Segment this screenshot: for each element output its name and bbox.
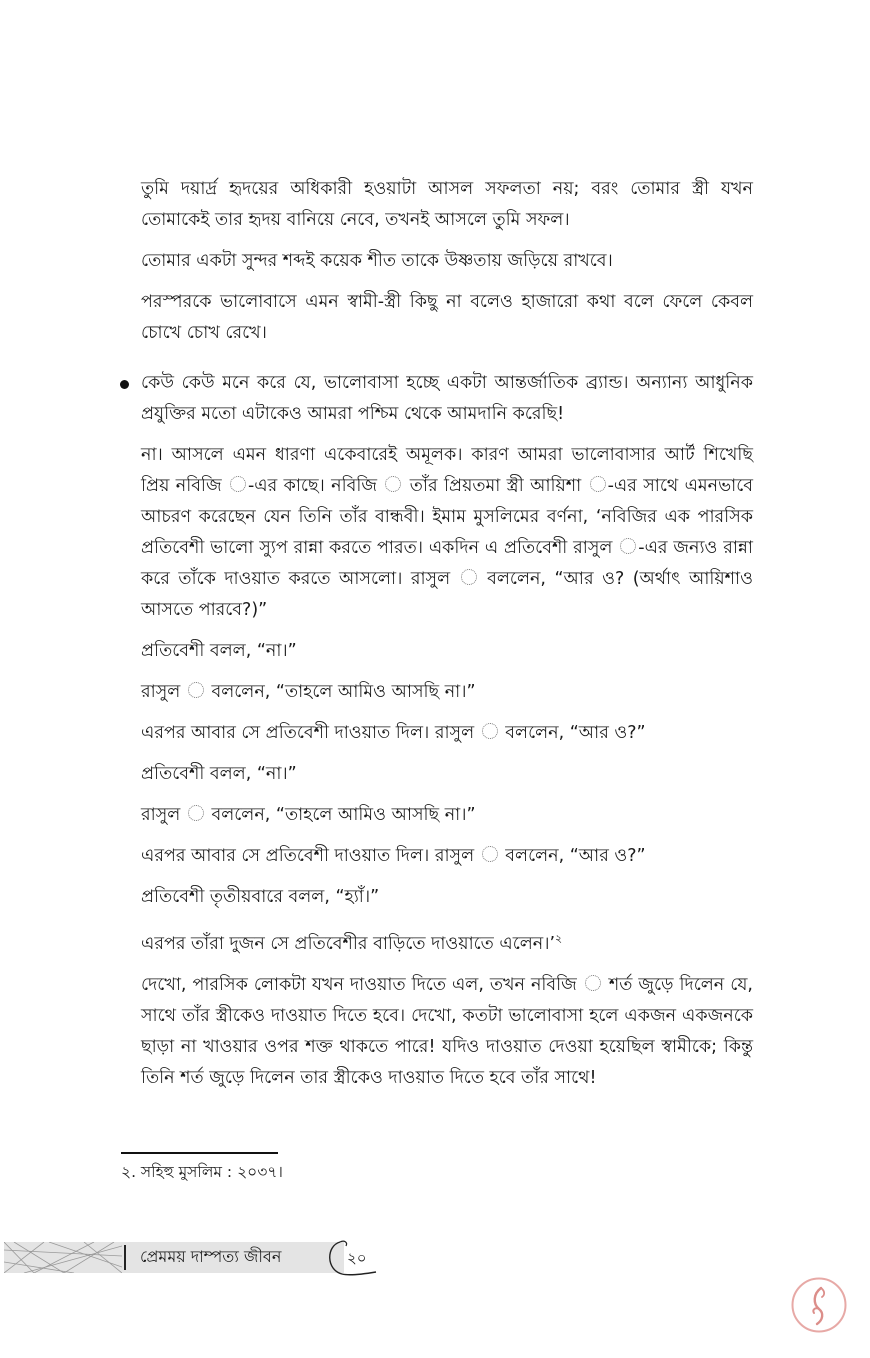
dialogue-line [141,718,753,749]
paragraph-answer [141,440,753,626]
dialogue-text: রাসুল [141,805,181,825]
dialogue-text: এরপর আবার সে প্রতিবেশী দাওয়াত দিল। রাসুল [141,846,475,866]
conclusion-text-a: দেখো, পারসিক লোকটা যখন দাওয়াত দিতে এল, তখন নবিজি [141,974,577,995]
footnote-reference[interactable]: ২ [555,932,563,945]
footer-separator [124,1245,126,1270]
paragraph-intro-3: পরস্পরকে ভালোবাসে এমন স্বামী-স্ত্রী কিছু না বলেও হাজারো কথা বলে ফেলে কেবল চোখে চোখ রেখে। [141,292,753,343]
dialogue-line [141,800,753,831]
footnote: ২. সহিহু মুসলিম : ২০৩৭। [121,1163,283,1181]
dialogue-line: প্রতিবেশী বলল, “না।” [141,641,297,661]
salawat-icon [188,682,204,698]
radiyallahu-icon [590,476,606,492]
dialogue-line: প্রতিবেশী বলল, “না।” [141,764,297,784]
dialogue-text: রাসুল [141,682,181,702]
paragraph-intro-2: তোমার একটা সুন্দর শব্দই কয়েক শীত তাকে উষ্ণতায় জড়িয়ে রাখবে। [141,251,613,271]
publisher-logo-icon [790,1276,848,1334]
bullet-point [120,380,129,389]
dialogue-line [141,677,753,708]
book-title: প্রেমময় দাম্পত্য জীবন [140,1247,282,1266]
dialogue-text: বললেন, “আর ও?” [505,846,646,866]
answer-text-a: না। আসলে এমন ধারণা একেবারেই অমূলক। কারণ আমরা ভালোবাসার আর্ট শিখেছি প্রিয় নবিজি [141,445,753,496]
bullet-item [141,368,753,430]
salawat-icon [385,476,401,492]
salawat-icon [461,569,477,585]
page-number: ২০ [347,1249,367,1267]
answer-text-b: -এর কাছে। নবিজি [247,476,378,496]
paragraph-intro-1: তুমি দয়ার্দ্র হৃদয়ের অধিকারী হওয়াটা আসল সফলতা নয়; বরং তোমার স্ত্রী যখন তোমাকেই তার হৃদয় বানিয়ে নেবে, তখনই আসলে তুমি সফল। [141,179,753,230]
body-text [141,174,753,1094]
dialogue-line [141,923,753,960]
answer-text-e: -এর জন্যও রান্না করে তাঁকে দাওয়াত করতে আসলো। রাসুল [141,538,753,589]
dialogue-text: বললেন, “তাহলে আমিও আসছি না।” [211,805,476,825]
answer-text-d: -এর সাথে এমনভাবে আচরণ করেছেন যেন তিনি তাঁর বান্ধবী। ইমাম মুসলিমের বর্ণনা, ‘নবিজির এক পারসিক প্রতিবেশী ভালো স্যুপ রান্না করতে পারত। একদিন এ প্রতিবেশী রাসুল [141,476,753,558]
footnote-divider [121,1152,278,1154]
salawat-icon [230,476,246,492]
dialogue-line [141,841,753,872]
answer-text-c: তাঁর প্রিয়তমা স্ত্রী আয়িশা [409,476,582,496]
answer-text-f: বললেন, “আর ও? (অর্থাৎ আয়িশাও আসতে পারবে?)” [141,569,753,620]
paragraph-conclusion [141,970,753,1094]
bullet-text: কেউ কেউ মনে করে যে, ভালোবাসা হচ্ছে একটা আন্তর্জাতিক ব্র্যান্ড। অন্যান্য আধুনিক প্রযুক্তির মতো এটাকেও আমরা পশ্চিম থেকে আমদানি করেছি! [141,373,753,424]
dialogue-text: এরপর তাঁরা দুজন সে প্রতিবেশীর বাড়িতে দাওয়াতে এলেন।’ [141,933,556,954]
salawat-icon [482,846,498,862]
dialogue-text: বললেন, “তাহলে আমিও আসছি না।” [211,682,476,702]
salawat-icon [585,975,601,991]
salawat-icon [620,538,636,554]
dialogue-text: এরপর আবার সে প্রতিবেশী দাওয়াত দিল। রাসুল [141,723,475,743]
footer-pattern [4,1242,122,1273]
salawat-icon [482,723,498,739]
salawat-icon [188,805,204,821]
dialogue-text: বললেন, “আর ও?” [505,723,646,743]
dialogue-line: প্রতিবেশী তৃতীয়বারে বলল, “হ্যাঁ।” [141,887,380,907]
conclusion-text-b: শর্ত জুড়ে দিলেন যে, সাথে তাঁর স্ত্রীকেও দাওয়াত দিতে হবে। দেখো, কতটা ভালোবাসা হলে একজন একজনকে ছাড়া না খাওয়ার ওপর শক্ত থাকতে পারে! যদিও দাওয়াত দেওয়া হয়েছিল স্বামীকে; কিন্তু তিনি শর্ত জুড়ে দিলেন তার স্ত্রীকেও দাওয়াত দিতে হবে তাঁর সাথে! [141,974,753,1088]
